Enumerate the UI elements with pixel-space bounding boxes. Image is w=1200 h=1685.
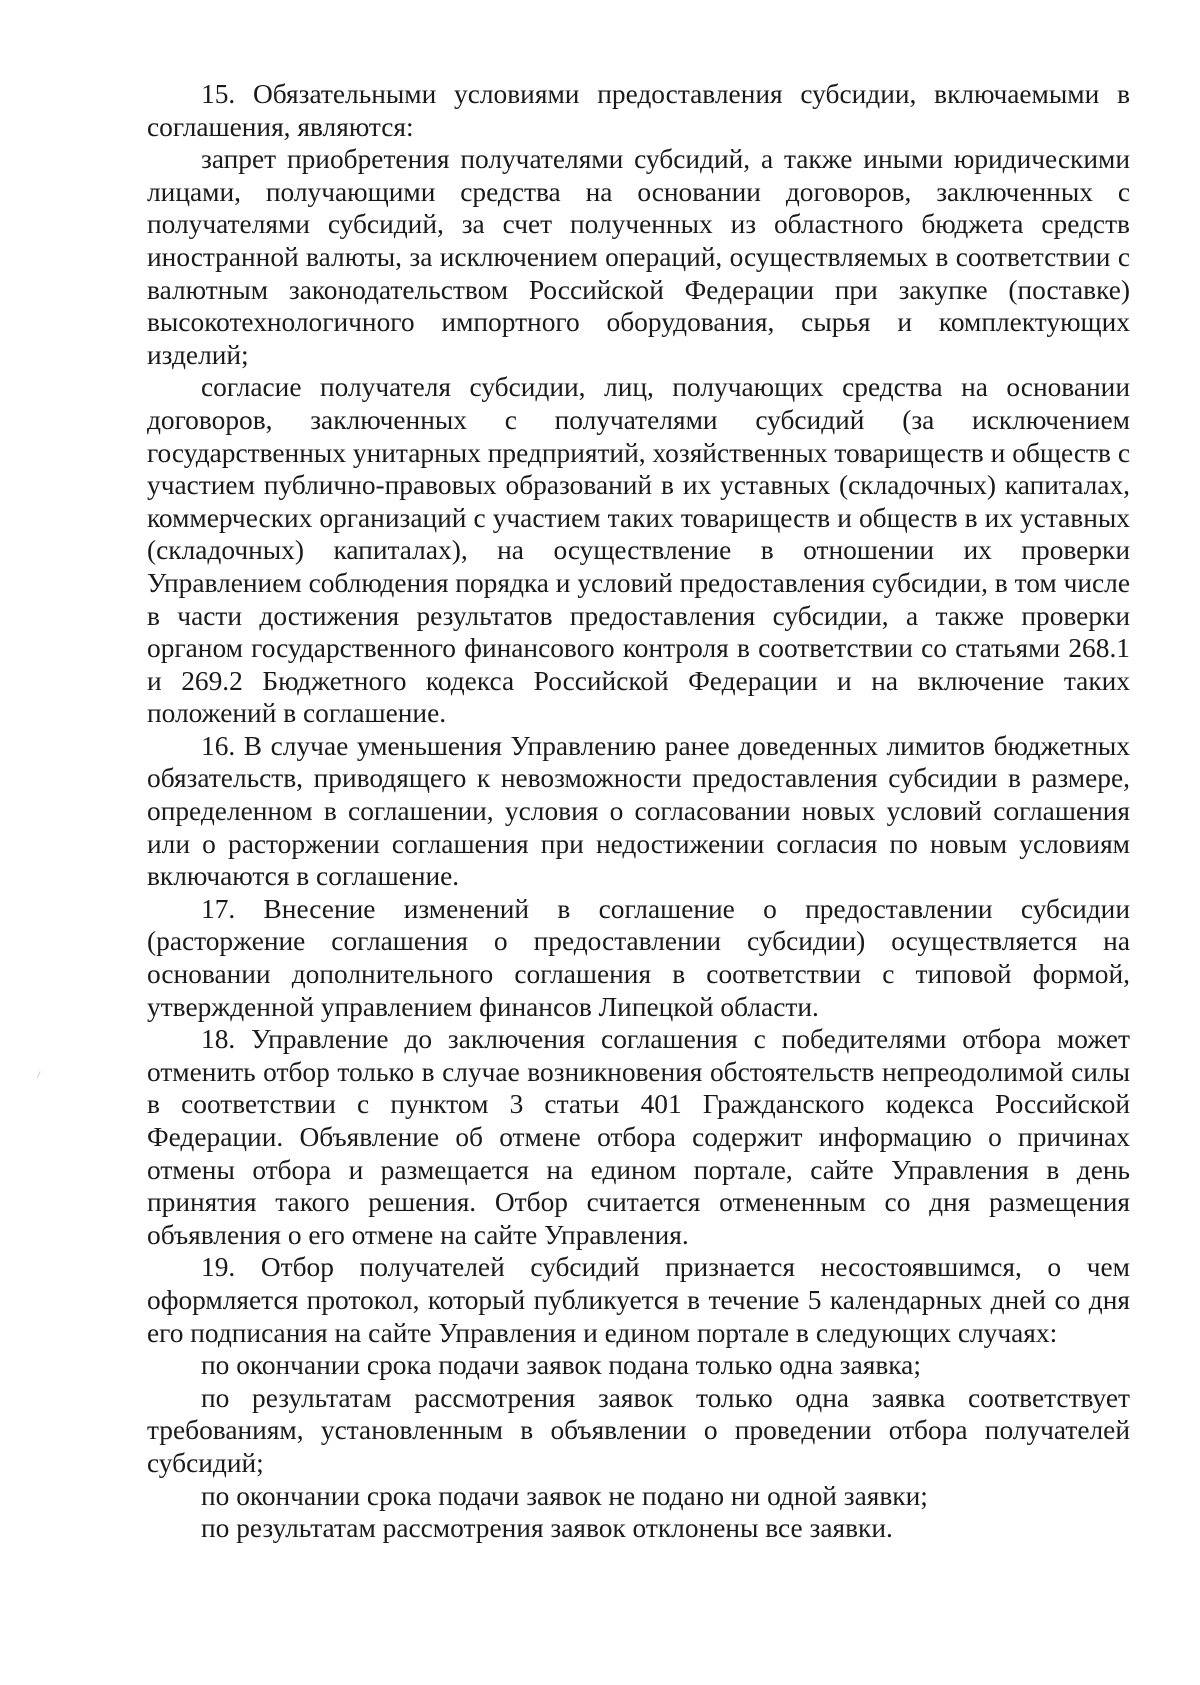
document-body [147, 78, 1130, 1545]
scan-artifact-mark [37, 1071, 44, 1079]
paragraph-16: 16. В случае уменьшения Управлению ранее доведенных лимитов бюджетных обязательств, приводящего к невозможности предоставления субсидии в размере, определенном в соглашении, условия о согласовании новых условий соглашения или о расторжении соглашения при недостижении согласия по новым условиям включаются в соглашение. [147, 730, 1130, 892]
paragraph-15-intro: 15. Обязательными условиями предоставления субсидии, включаемыми в соглашения, являются: [147, 79, 1130, 142]
paragraph-18: 18. Управление до заключения соглашения с победителями отбора может отменить отбор только в случае возникновения обстоятельств непреодолимой силы в соответствии с пунктом 3 статьи 401 Гражданского кодекса Российской Федерации. Объявление об отмене отбора содержит информацию о причинах отмены отбора и размещается на едином портале, сайте Управления в день принятия такого решения. Отбор считается отмененным со дня размещения объявления о его отмене на сайте Управления. [147, 1024, 1130, 1250]
paragraph-15-consent: согласие получателя субсидии, лиц, получающих средства на основании договоров, заключенных с получателями субсидий (за исключением государственных унитарных предприятий, хозяйственных товариществ и обществ с участием публично-правовых образований в их уставных (складочных) капиталах, коммерческих организаций с участием таких товариществ и обществ в их уставных (складочных) капиталах), на осуществление в отношении их проверки Управлением соблюдения порядка и условий предоставления субсидии, в том числе в части достижения результатов предоставления субсидии, а также проверки органом государственного финансового контроля в соответствии со статьями 268.1 и 269.2 Бюджетного кодекса Российской Федерации и на включение таких положений в соглашение. [147, 372, 1130, 729]
paragraph-17: 17. Внесение изменений в соглашение о предоставлении субсидии (расторжение соглашения о предоставлении субсидии) осуществляется на основании дополнительного соглашения в соответствии с типовой формой, утвержденной управлением финансов Липецкой области. [147, 893, 1130, 1022]
paragraph-19-intro: 19. Отбор получателей субсидий признается несостоявшимся, о чем оформляется протокол, который публикуется в течение 5 календарных дней со дня его подписания на сайте Управления и едином портале в следующих случаях: [147, 1252, 1130, 1348]
paragraph-19-case-all-rejected: по результатам рассмотрения заявок отклонены все заявки. [201, 1513, 893, 1544]
paragraph-15-prohibition: запрет приобретения получателями субсидий, а также иными юридическими лицами, получающими средства на основании договоров, заключенных с получателями субсидий, за счет полученных из областного бюджета средств иностранной валюты, за исключением операций, осуществляемых в соответствии с валютным законодательством Российской Федерации при закупке (поставке) высокотехнологичного импортного оборудования, сырья и комплектующих изделий; [147, 144, 1130, 370]
paragraph-19-case-one-compliant: по результатам рассмотрения заявок только одна заявка соответствует требованиям, установленным в объявлении о проведении отбора получателей субсидий; [147, 1382, 1130, 1478]
paragraph-19-case-one-application: по окончании срока подачи заявок подана только одна заявка; [201, 1350, 921, 1381]
paragraph-19-case-no-applications: по окончании срока подачи заявок не подано ни одной заявки; [201, 1480, 928, 1511]
